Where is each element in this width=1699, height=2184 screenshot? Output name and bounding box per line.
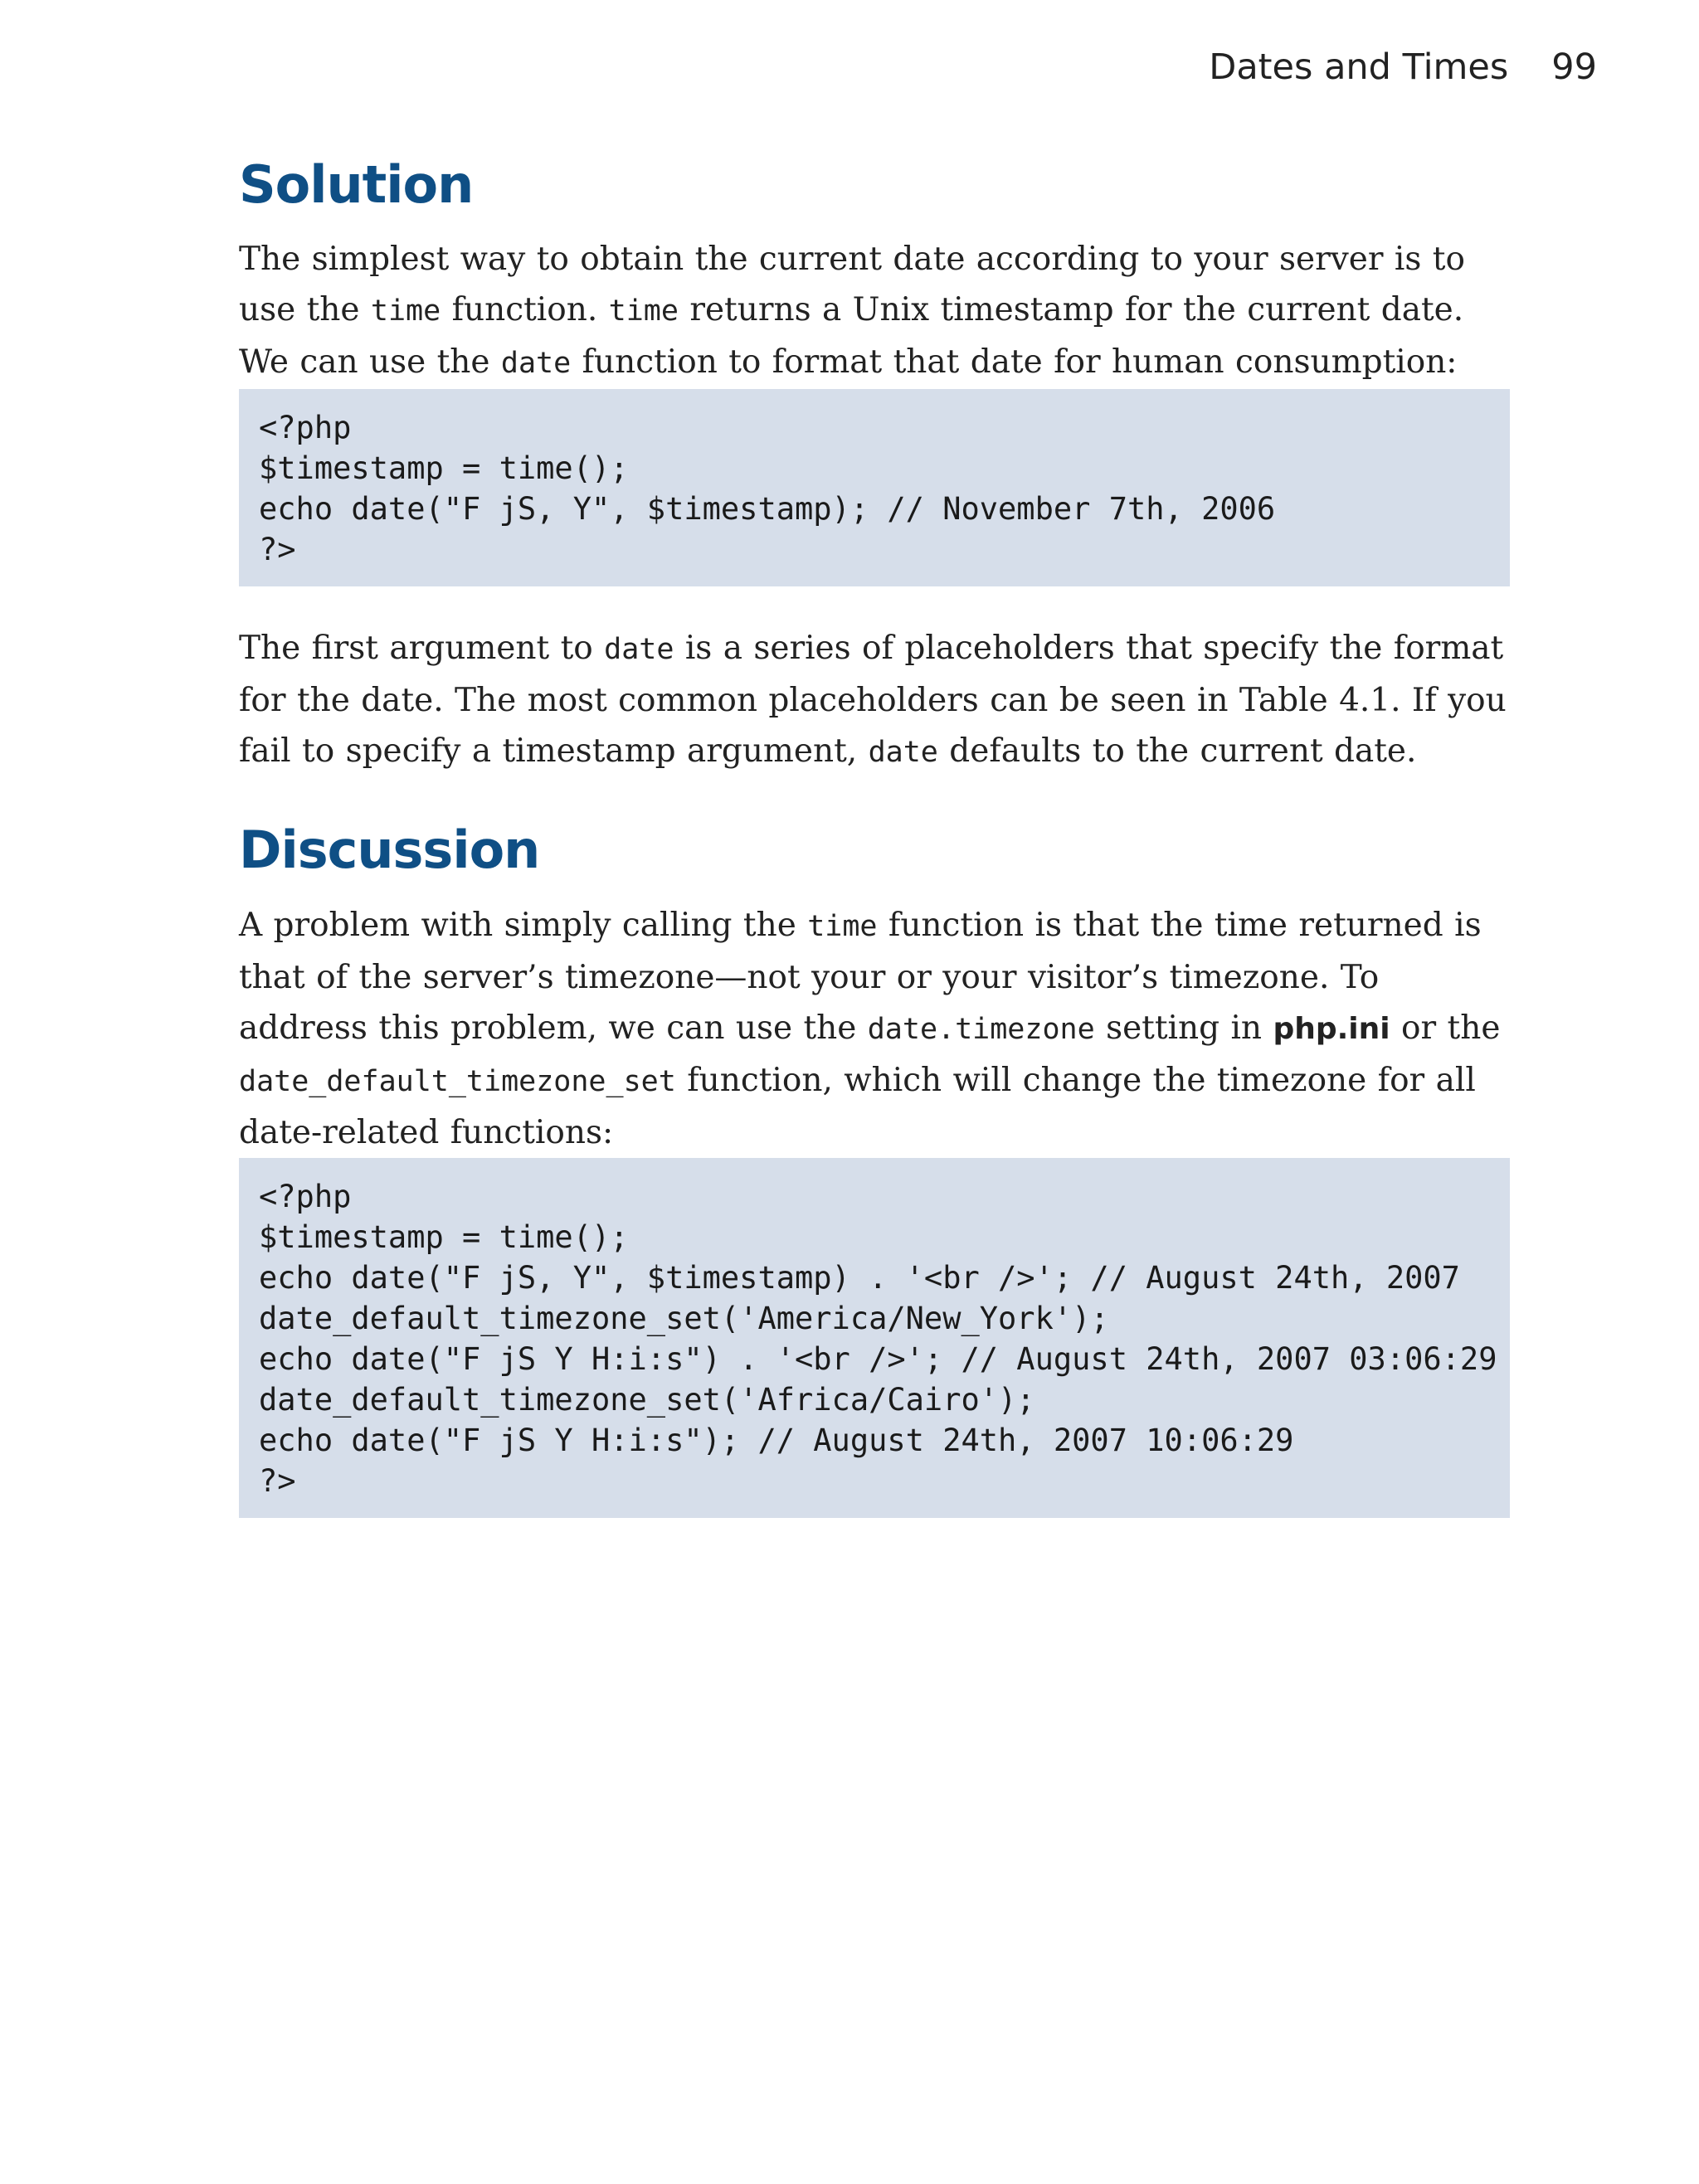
text-run: defaults to the current date. [937,732,1417,771]
text-run: or the [1390,1009,1501,1047]
solution-heading: Solution [239,154,474,215]
inline-code: date [868,736,938,770]
solution-paragraph-1 [239,234,1510,389]
solution-paragraph-2 [239,623,1510,778]
discussion-heading: Discussion [239,820,540,881]
text-run: returns a Unix timestamp for the current date. We can use the [239,291,1464,382]
discussion-paragraph-1 [239,900,1510,1158]
text-run: is a series of placeholders that specify the format for the date. The most common placeholders can be seen in Table 4.1. If you fail to specify a timestamp argument, [239,630,1507,771]
inline-code: time [608,294,679,328]
text-run: The simplest way to obtain the current date according to your server is to use the [239,241,1465,329]
inline-code: date [604,633,674,667]
page-number: 99 [1551,46,1597,88]
running-header [1209,46,1597,88]
text-run: function to format that date for human consumption: [571,343,1458,382]
inline-code: date_default_timezone_set [239,1064,676,1098]
filename: php.ini [1273,1011,1390,1046]
inline-code: date.timezone [867,1012,1095,1046]
text-run: function is that the time returned is that of the server’s timezone—not your or your visitor’s timezone. To address this problem, we can use the [239,906,1482,1047]
text-run: A problem with simply calling the [239,906,808,944]
inline-code: date [500,347,572,381]
text-run: The first argument to [239,630,605,668]
text-run: function, which will change the timezone for all date-related functions: [239,1061,1476,1151]
discussion-code-block: <?php $timestamp = time(); echo date("F jS, Y", $timestamp) . '<br />'; // August 24th, 2007 date_default_timezone_set('America/New_York'); echo date("F jS Y H:i:s") . '<br />'; // August 24th, 2007 03:06:29 date_default_timezone_set('Africa/Cairo'); echo date("F jS Y H:i:s"); // August 24th, 2007 10:06:29 ?> [239,1158,1510,1518]
inline-code: time [370,294,441,328]
page-content [239,154,1510,1518]
text-run: setting in [1094,1009,1273,1047]
inline-code: time [807,909,878,943]
solution-code-block: <?php $timestamp = time(); echo date("F jS, Y", $timestamp); // November 7th, 2006 ?> [239,389,1510,586]
running-title: Dates and Times [1209,46,1509,88]
text-run: function. [441,291,609,329]
